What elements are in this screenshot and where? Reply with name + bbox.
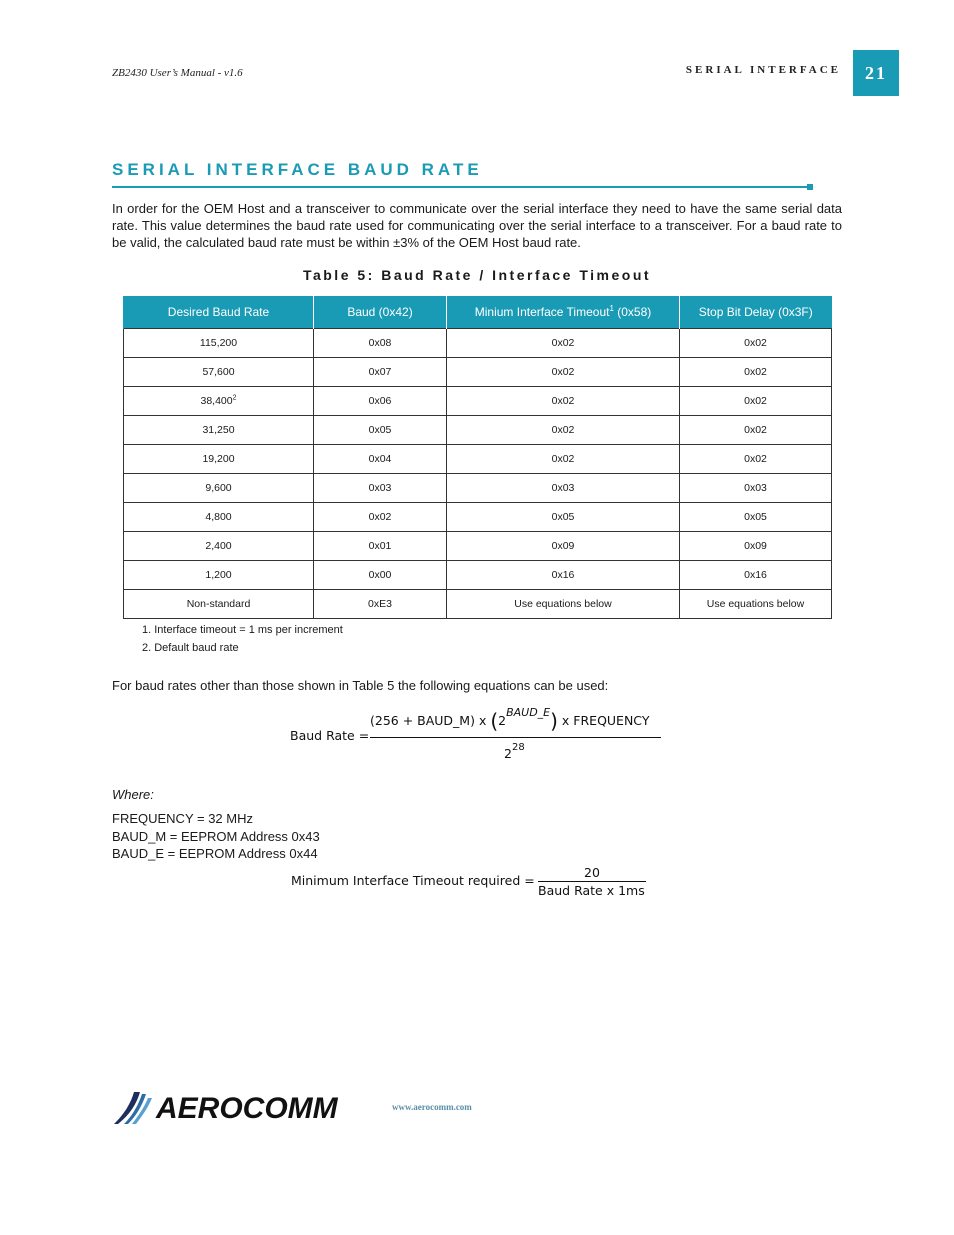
cell-timeout: 0x02 xyxy=(447,416,680,445)
running-section-name: SERIAL INTERFACE xyxy=(685,64,841,76)
cell-baud: 0x06 xyxy=(314,387,447,416)
baud-formula-denominator: $2^{28}$ xyxy=(504,742,525,761)
cell-baud: 0x00 xyxy=(314,561,447,590)
heading-rule-end-marker xyxy=(807,184,813,190)
baud-rate-table xyxy=(123,296,832,619)
cell-rate: 2,400 xyxy=(124,532,314,561)
table-row xyxy=(124,416,832,445)
table-row xyxy=(124,532,832,561)
cell-stop-bit: 0x16 xyxy=(680,561,832,590)
cell-stop-bit: 0x02 xyxy=(680,416,832,445)
cell-stop-bit: 0x02 xyxy=(680,445,832,474)
cell-stop-bit: 0x02 xyxy=(680,358,832,387)
document-title: ZB2430 User’s Manual - v1.6 xyxy=(112,67,243,79)
footnote-1: 1. Interface timeout = 1 ms per increment xyxy=(142,624,343,636)
timeout-formula-denominator: Baud Rate x 1ms xyxy=(538,883,645,898)
logo-swoosh-icon xyxy=(114,1092,152,1124)
cell-timeout: 0x02 xyxy=(447,358,680,387)
table-row xyxy=(124,561,832,590)
aerocomm-logo xyxy=(112,1086,387,1126)
intro-paragraph: In order for the OEM Host and a transceiver to communicate over the serial interface they need to have the same serial data rate. This value determines the baud rate used for communicating over the serial interface to a transceiver. For a baud rate to be valid, the calculated baud rate must be within ±3% of the OEM Host baud rate. xyxy=(112,201,842,250)
cell-rate: 9,600 xyxy=(124,474,314,503)
cell-rate: 57,600 xyxy=(124,358,314,387)
cell-rate: 115,200 xyxy=(124,329,314,358)
cell-rate: 1,200 xyxy=(124,561,314,590)
logo-wordmark: AEROCOMM xyxy=(156,1092,338,1125)
section-heading: SERIAL INTERFACE BAUD RATE xyxy=(112,160,483,179)
cell-timeout: 0x02 xyxy=(447,387,680,416)
baud-formula-lhs: Baud Rate = xyxy=(290,728,370,743)
cell-timeout: 0x02 xyxy=(447,329,680,358)
table-row xyxy=(124,358,832,387)
timeout-formula-numerator: 20 xyxy=(584,865,600,880)
cell-stop-bit: 0x03 xyxy=(680,474,832,503)
table-row xyxy=(124,503,832,532)
table-row xyxy=(124,329,832,358)
cell-timeout: Use equations below xyxy=(447,590,680,619)
timeout-formula-fraction-bar xyxy=(538,881,646,882)
header-timeout-text: Minium Interface Timeout xyxy=(474,305,610,319)
cell-baud: 0x03 xyxy=(314,474,447,503)
cell-timeout: 0x02 xyxy=(447,445,680,474)
baud-formula-exponent: BAUD_E xyxy=(506,706,551,719)
cell-rate: Non-standard xyxy=(124,590,314,619)
baud-formula-frequency: x FREQUENCY xyxy=(557,713,650,728)
equations-intro: For baud rates other than those shown in Table 5 the following equations can be used: xyxy=(112,678,609,693)
table-header-row xyxy=(124,296,832,329)
header-min-interface-timeout xyxy=(447,296,680,329)
header-timeout-register: (0x58) xyxy=(613,305,652,319)
cell-timeout: 0x05 xyxy=(447,503,680,532)
table-row xyxy=(124,474,832,503)
cell-rate: 38,400$^2$ xyxy=(124,387,314,416)
cell-baud: 0xE3 xyxy=(314,590,447,619)
table-caption: Table 5: Baud Rate / Interface Timeout xyxy=(302,267,652,283)
cell-stop-bit: Use equations below xyxy=(680,590,832,619)
baud-formula-base: 2 xyxy=(498,713,507,728)
footnote-ref: 1 xyxy=(609,304,614,313)
cell-timeout: 0x16 xyxy=(447,561,680,590)
page-number-badge: 21 xyxy=(853,50,899,96)
table-row xyxy=(124,590,832,619)
cell-rate: 4,800 xyxy=(124,503,314,532)
cell-baud: 0x08 xyxy=(314,329,447,358)
header-baud: Baud (0x42) xyxy=(314,296,447,329)
definition-baud-m: BAUD_M = EEPROM Address 0x43 xyxy=(112,828,320,844)
cell-stop-bit: 0x02 xyxy=(680,329,832,358)
table-row xyxy=(124,387,832,416)
where-label: Where: xyxy=(112,787,154,802)
cell-baud: 0x01 xyxy=(314,532,447,561)
timeout-formula-lhs: Minimum Interface Timeout required = xyxy=(291,873,535,888)
cell-stop-bit: 0x09 xyxy=(680,532,832,561)
cell-rate: 19,200 xyxy=(124,445,314,474)
baud-formula-term: (256 + BAUD_M) xyxy=(370,713,475,728)
header-stop-bit-delay: Stop Bit Delay (0x3F) xyxy=(680,296,832,329)
cell-baud: 0x02 xyxy=(314,503,447,532)
definition-frequency: FREQUENCY = 32 MHz xyxy=(112,811,253,826)
cell-timeout: 0x03 xyxy=(447,474,680,503)
heading-rule xyxy=(112,186,809,188)
baud-formula-fraction-bar xyxy=(370,737,661,738)
cell-baud: 0x07 xyxy=(314,358,447,387)
footnote-2: 2. Default baud rate xyxy=(142,642,239,654)
header-desired-baud-rate: Desired Baud Rate xyxy=(124,296,314,329)
baud-formula-numerator: (256 + BAUD_M) x (2BAUD_E) x FREQUENCY xyxy=(370,706,650,733)
table-footnotes xyxy=(142,621,343,657)
cell-timeout: 0x09 xyxy=(447,532,680,561)
cell-stop-bit: 0x02 xyxy=(680,387,832,416)
table-row xyxy=(124,445,832,474)
cell-stop-bit: 0x05 xyxy=(680,503,832,532)
definition-baud-e: BAUD_E = EEPROM Address 0x44 xyxy=(112,846,318,861)
website-link[interactable]: www.aerocomm.com xyxy=(392,1102,472,1112)
cell-baud: 0x04 xyxy=(314,445,447,474)
variable-definitions xyxy=(112,810,320,863)
cell-rate: 31,250 xyxy=(124,416,314,445)
cell-baud: 0x05 xyxy=(314,416,447,445)
